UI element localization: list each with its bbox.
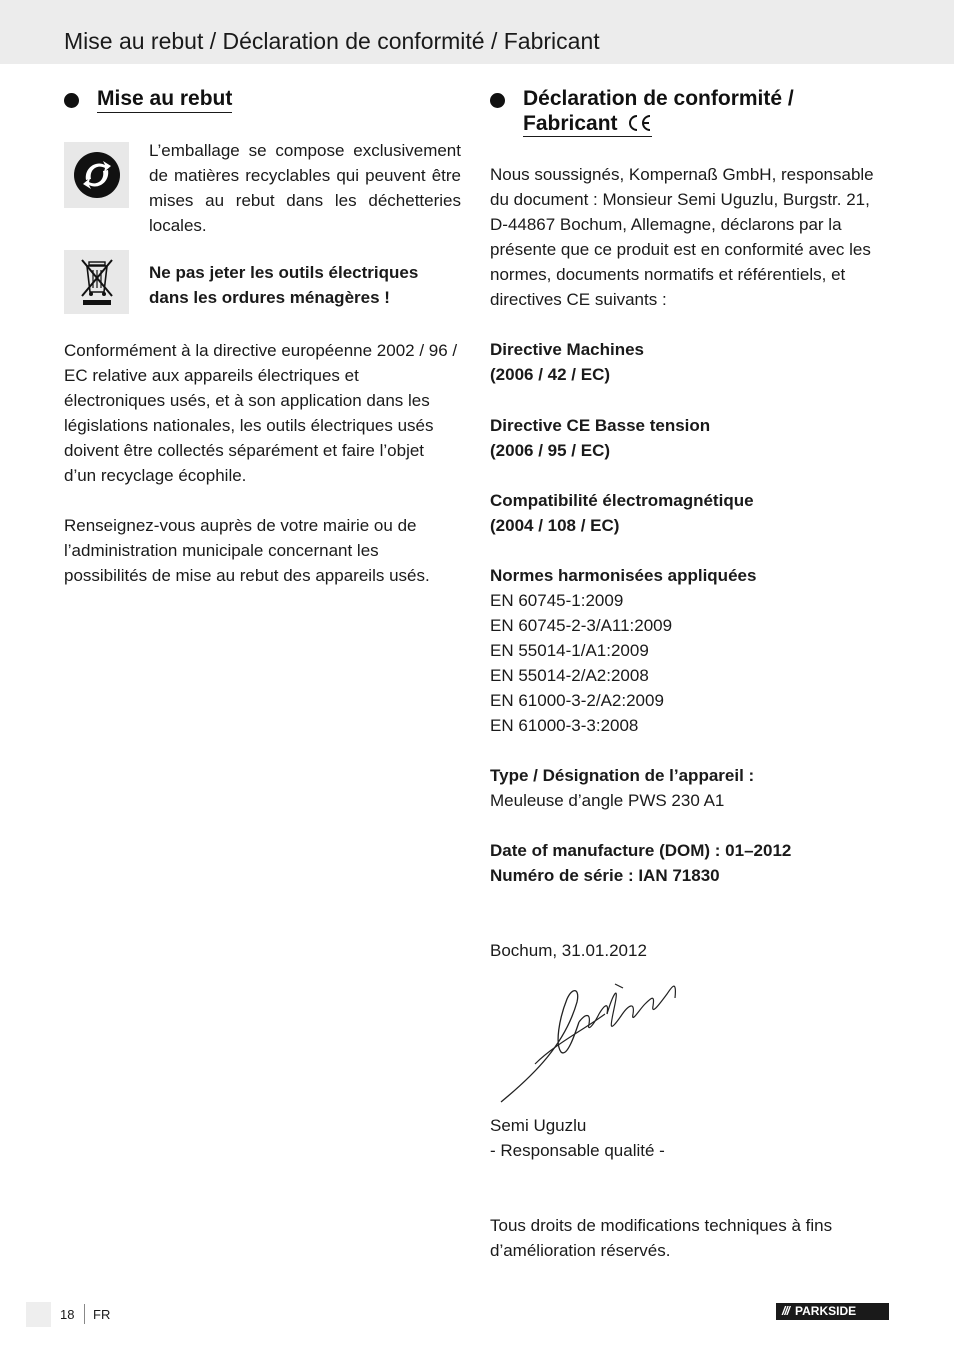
- municipal-info-text: Renseignez-vous auprès de votre mairie ou de l’administration municipale concernant les possibilités de mise au rebut des appareils usés.: [64, 516, 430, 585]
- conformity-heading-line1: Déclaration de conformité /: [523, 87, 794, 110]
- signer-role: - Responsable qualité -: [490, 1141, 665, 1160]
- conformity-heading-text: [523, 86, 794, 137]
- parkside-logo: [776, 1303, 889, 1320]
- emc-directive: [490, 488, 754, 538]
- norm-item: EN 55014-1/A1:2009: [490, 641, 649, 660]
- disposal-section: [64, 84, 461, 585]
- modifications-note: Tous droits de modifications techniques à fins d’amélioration réservés.: [490, 1216, 833, 1260]
- fabricant-text: Fabricant: [523, 112, 618, 135]
- footer-page-box: [26, 1302, 51, 1327]
- serial-number: Numéro de série : IAN 71830: [490, 866, 720, 885]
- emc-directive-line2: (2004 / 108 / EC): [490, 516, 620, 535]
- disposal-heading-text: Mise au rebut: [97, 86, 232, 113]
- norm-item: EN 61000-3-2/A2:2009: [490, 691, 664, 710]
- emc-directive-line1: Compatibilité électromagnétique: [490, 491, 754, 510]
- norm-item: EN 61000-3-3:2008: [490, 716, 639, 735]
- place-date: Bochum, 31.01.2012: [490, 941, 647, 960]
- signature: [495, 974, 695, 1114]
- manufacture-info: [490, 838, 791, 888]
- device-type: [490, 763, 754, 813]
- page-title: Mise au rebut / Déclaration de conformité / Fabricant: [64, 28, 600, 54]
- machines-directive: [490, 337, 644, 387]
- disposal-heading: [64, 86, 460, 113]
- norms-title: Normes harmonisées appliquées: [490, 566, 757, 585]
- signer-name: Semi Uguzlu: [490, 1116, 587, 1135]
- recycling-icon: [64, 142, 129, 208]
- norm-item: EN 55014-2/A2:2008: [490, 666, 649, 685]
- brand-name: PARKSIDE: [795, 1304, 857, 1318]
- conformity-section: [490, 84, 890, 1260]
- bullet-icon: [490, 93, 505, 108]
- ce-mark-icon: [626, 114, 652, 132]
- lowvoltage-directive-line1: Directive CE Basse tension: [490, 416, 711, 435]
- logo-stripes-icon: ///: [782, 1304, 790, 1318]
- page-number: 18: [60, 1307, 75, 1322]
- lowvoltage-directive: [490, 413, 710, 463]
- harmonised-norms: [490, 563, 756, 738]
- device-type-value: Meuleuse d’angle PWS 230 A1: [490, 791, 725, 810]
- weee-warning-line1: Ne pas jeter les outils électriques: [149, 263, 419, 282]
- signer: [490, 1113, 665, 1163]
- machines-directive-line1: Directive Machines: [490, 340, 645, 359]
- weee-warning-line2: dans les ordures ménagères !: [149, 288, 390, 307]
- declaration-intro: Nous soussignés, Kompernaß GmbH, responsable du document : Monsieur Semi Uguzlu, Burgstr. 21, D-44867 Bochum, Allemagne, déclarons par la présente que ce produit est en conformité avec les normes, documents normatifs et référentiels, et directives CE suivants :: [490, 165, 874, 309]
- conformity-heading-line2: [523, 111, 652, 137]
- norm-item: EN 60745-2-3/A11:2009: [490, 616, 673, 635]
- footer-divider: [84, 1304, 85, 1324]
- language-code: FR: [93, 1307, 111, 1322]
- norm-item: EN 60745-1:2009: [490, 591, 624, 610]
- weee-warning: [149, 260, 464, 310]
- conformity-heading: [490, 86, 890, 137]
- device-type-title: Type / Désignation de l’appareil :: [490, 766, 755, 785]
- weee-bin-icon: [64, 250, 129, 314]
- date-of-manufacture: Date of manufacture (DOM) : 01–2012: [490, 841, 792, 860]
- weee-directive-text: Conformément à la directive européenne 2002 / 96 / EC relative aux appareils électriques et électroniques usés, et à son application dans les législations nationales, les outils électriques usés doivent être collectés séparément et faire l’objet d’un recyclage écophile.: [64, 341, 458, 485]
- lowvoltage-directive-line2: (2006 / 95 / EC): [490, 441, 611, 460]
- bullet-icon: [64, 93, 79, 108]
- packaging-text: L’emballage se compose exclusivement de matières recyclables qui peuvent être mises au rebut dans les déchetteries locales.: [149, 141, 461, 235]
- machines-directive-line2: (2006 / 42 / EC): [490, 365, 611, 384]
